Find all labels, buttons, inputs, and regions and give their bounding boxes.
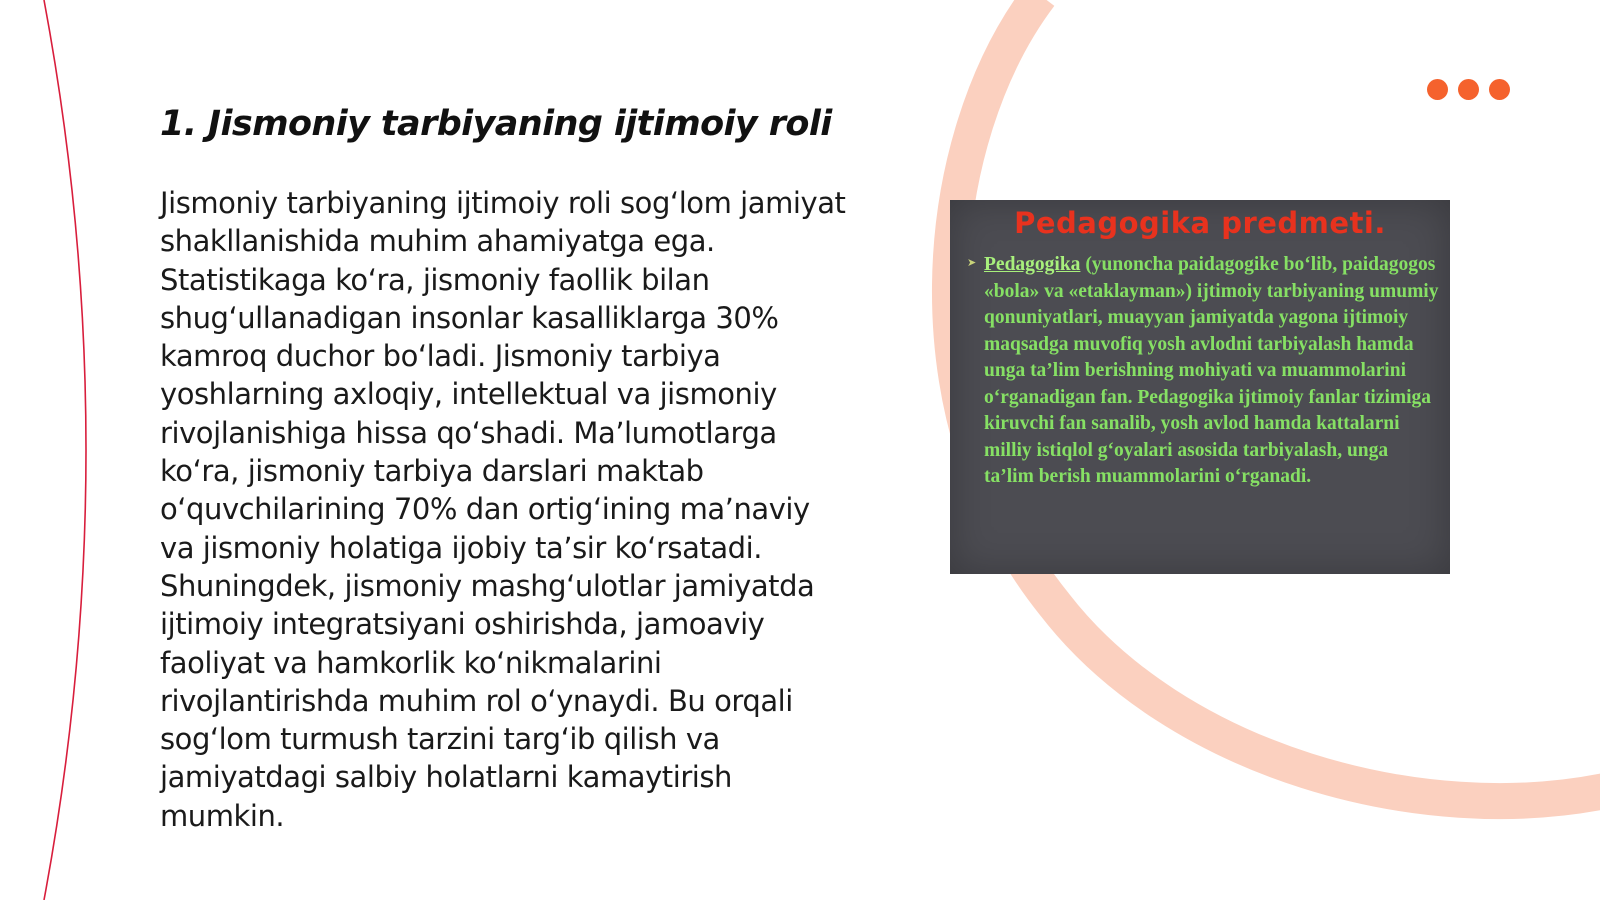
dot-icon: [1427, 79, 1448, 100]
embedded-slide-image: [950, 200, 1450, 574]
image-heading: Pedagogika predmeti.: [1014, 206, 1386, 240]
slide-title: 1. Jismoniy tarbiyaning ijtimoiy roli: [160, 104, 832, 144]
dot-icon: [1458, 79, 1479, 100]
image-paragraph-text: (yunoncha paidagogike bo‘lib, paidagogos «bola» va «etaklayman») ijtimoiy tarbiyaning umumiy qonuniyatlari, muayyan jamiyatda yagona ijtimoiy maqsadga muvofiq yosh avlodni tarbiyalash hamda unga ta’lim berishning mohiyati va muammolarini o‘rganadigan fan. Pedagogika ijtimoiy fanlar tizimiga kiruvchi fan sanalib, yosh avlod hamda kattalarni milliy istiqlol g‘oyalari asosida tarbiyalash, unga ta’lim berish muammolarini o‘rganadi.: [984, 254, 1439, 487]
three-dots-icon: [1427, 79, 1513, 101]
left-curve-line: [44, 0, 86, 900]
pedagogika-link: Pedagogika: [984, 254, 1081, 275]
dot-icon: [1489, 79, 1510, 100]
image-paragraph: [984, 252, 1439, 491]
slide-body-text: Jismoniy tarbiyaning ijtimoiy roli sog‘lom jamiyat shakllanishida muhim ahamiyatga ega. Statistikaga ko‘ra, jismoniy faollik bilan shug‘ullanadigan insonlar kasalliklarga 30% kamroq duchor bo‘ladi. Jismoniy tarbiya yoshlarning axloqiy, intellektual va jismoniy rivojlanishiga hissa qo‘shadi. Ma’lumotlarga ko‘ra, jismoniy tarbiya darslari maktab o‘quvchilarining 70% dan ortig‘ining ma’naviy va jismoniy holatiga ijobiy ta’sir ko‘rsatadi. Shuningdek, jismoniy mashg‘ulotlar jamiyatda ijtimoiy integratsiyani oshirishda, jamoaviy faoliyat va hamkorlik ko‘nikmalarini rivojlantirishda muhim rol o‘ynaydi. Bu orqali sog‘lom turmush tarzini targ‘ib qilish va jamiyatdagi salbiy holatlarni kamaytirish mumkin.: [160, 186, 846, 833]
bullet-arrow-icon: ➤: [967, 256, 977, 269]
